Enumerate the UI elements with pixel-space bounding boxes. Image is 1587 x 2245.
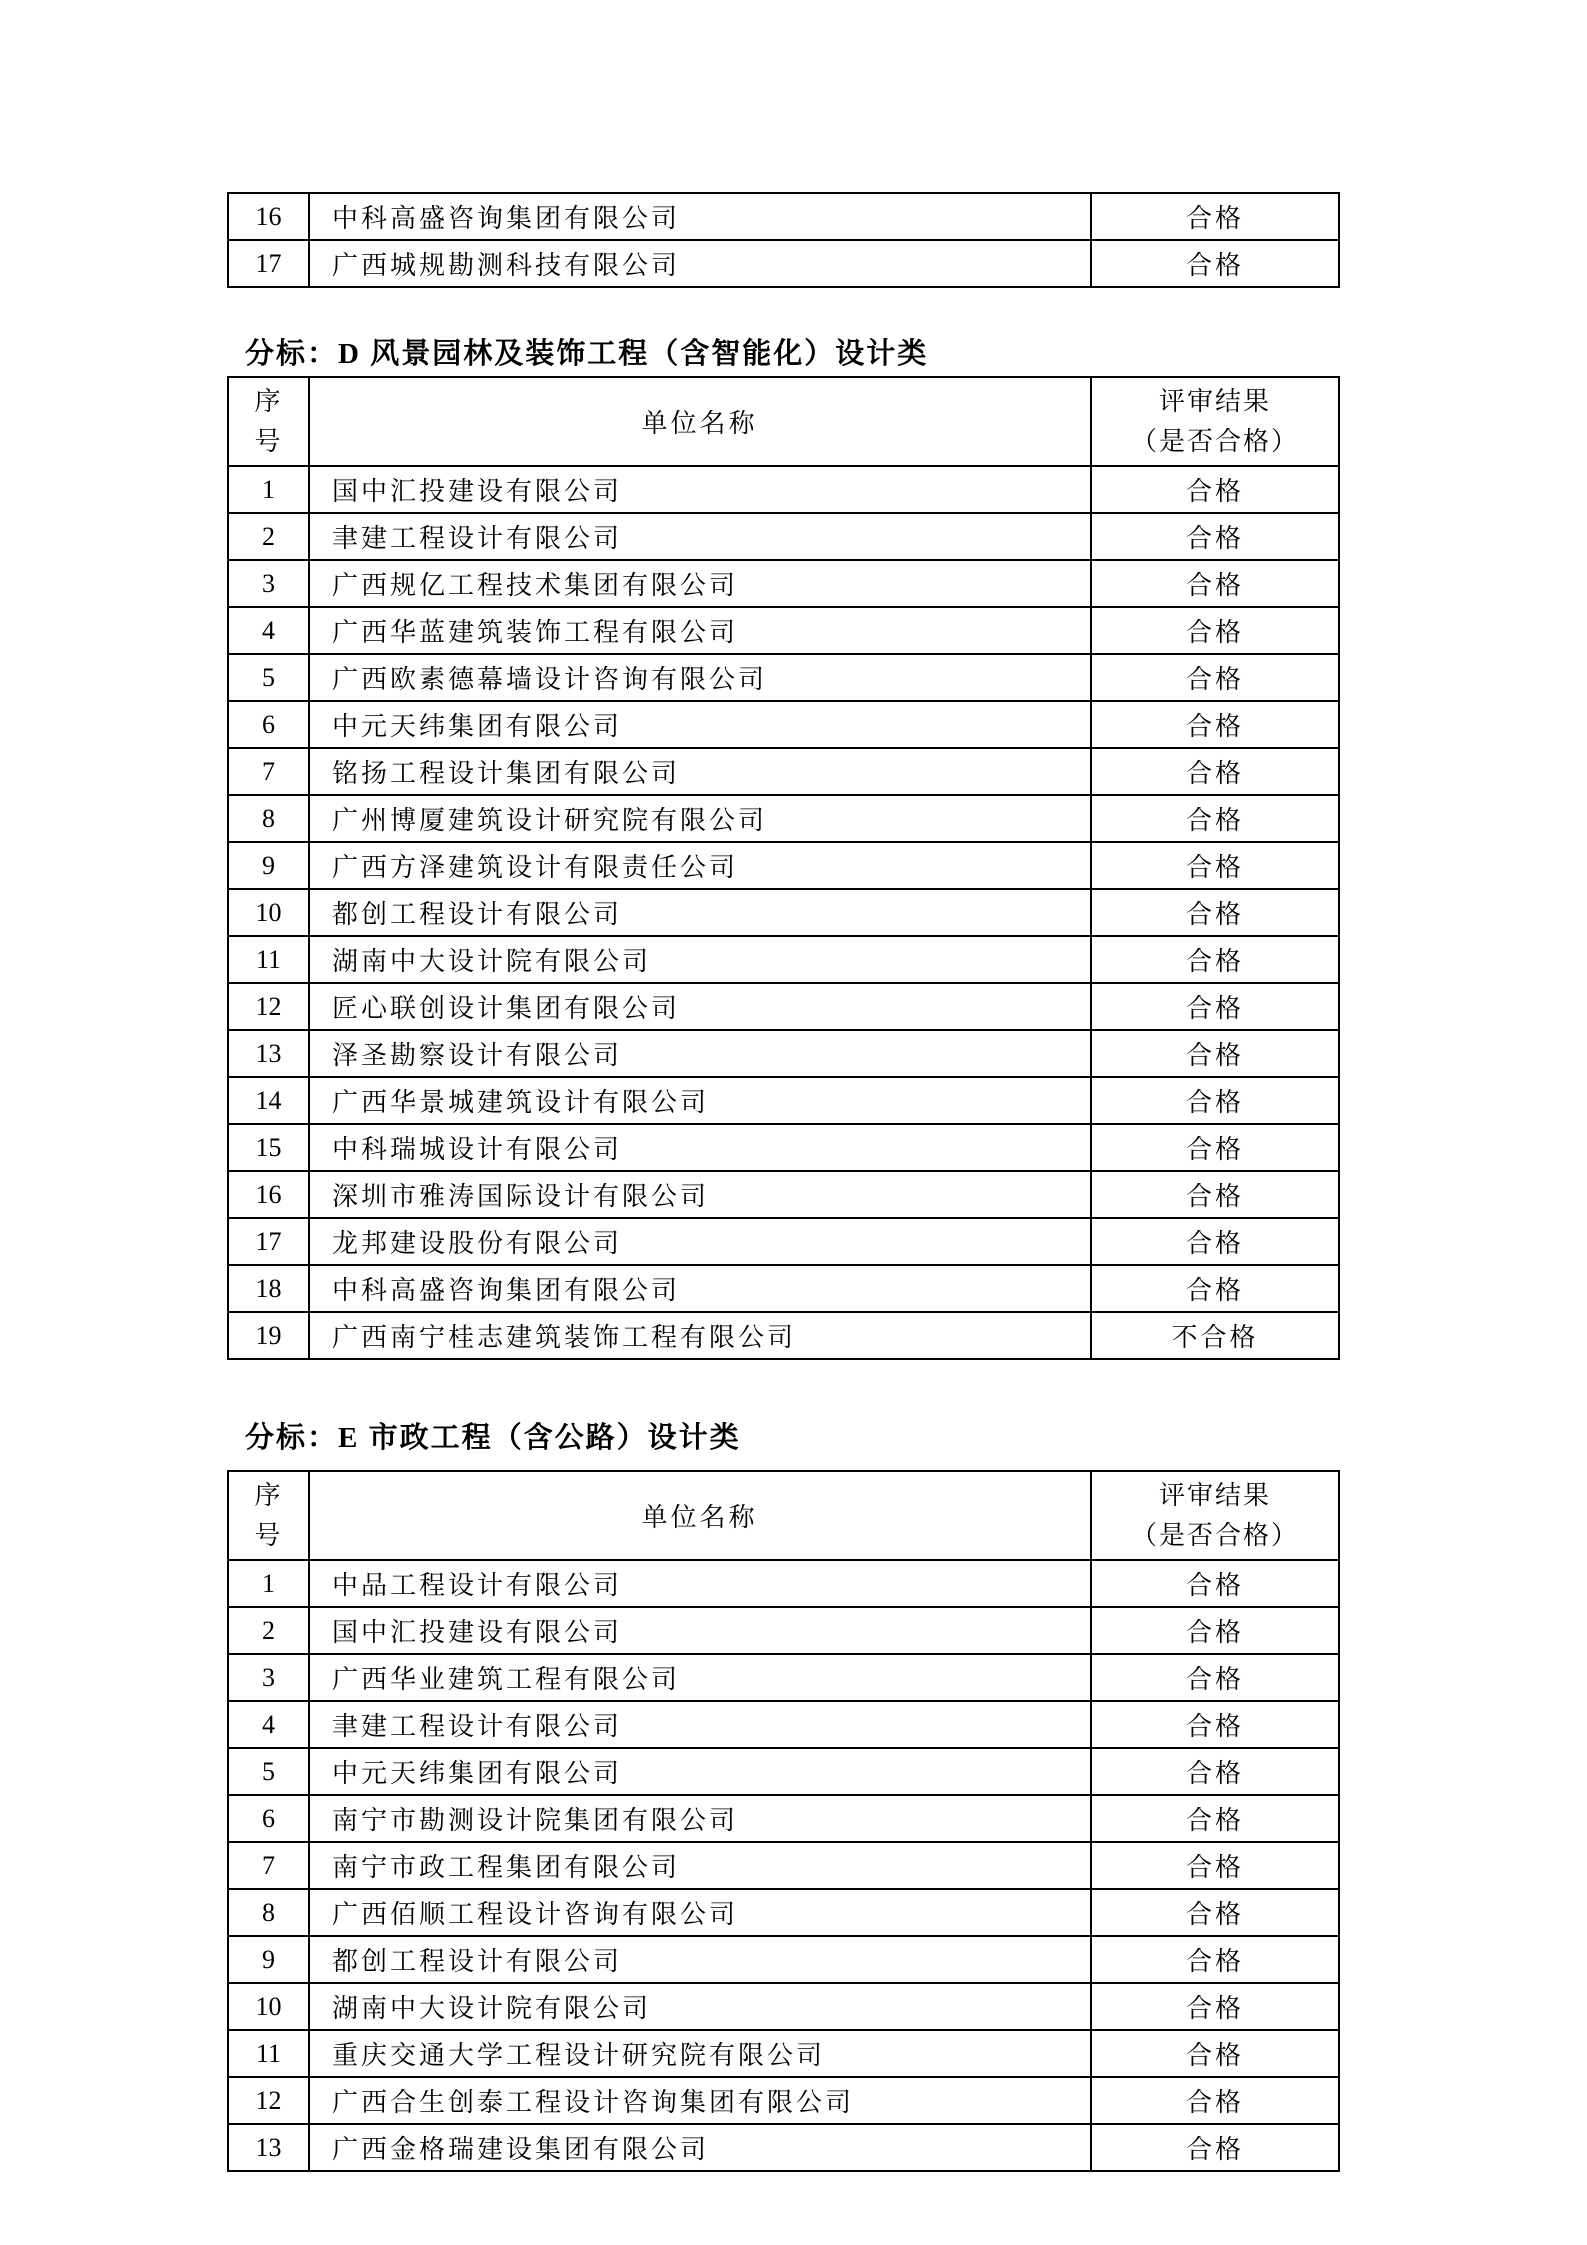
table-row [228, 889, 1339, 936]
row-number: 10 [228, 889, 309, 936]
company-name: 中科瑞城设计有限公司 [309, 1124, 1091, 1171]
review-result: 不合格 [1091, 1312, 1339, 1359]
table-row [228, 1889, 1339, 1936]
continuation-results-table [227, 192, 1340, 288]
review-result: 合格 [1091, 1560, 1339, 1607]
header-review-result [1091, 377, 1339, 466]
table-row [228, 2124, 1339, 2171]
review-result: 合格 [1091, 1983, 1339, 2030]
review-result: 合格 [1091, 1701, 1339, 1748]
header-result-line2: （是否合格） [1130, 426, 1299, 456]
company-name: 南宁市政工程集团有限公司 [309, 1842, 1091, 1889]
document-body [227, 0, 1340, 2172]
table-row [228, 193, 1339, 240]
company-name: 广西华蓝建筑装饰工程有限公司 [309, 607, 1091, 654]
row-number: 11 [228, 936, 309, 983]
table-row [228, 1265, 1339, 1312]
table-row [228, 607, 1339, 654]
company-name: 广西南宁桂志建筑装饰工程有限公司 [309, 1312, 1091, 1359]
review-result: 合格 [1091, 701, 1339, 748]
table-row [228, 936, 1339, 983]
company-name: 重庆交通大学工程设计研究院有限公司 [309, 2030, 1091, 2077]
review-result: 合格 [1091, 1842, 1339, 1889]
row-number: 2 [228, 1607, 309, 1654]
review-result: 合格 [1091, 1077, 1339, 1124]
company-name: 中科高盛咨询集团有限公司 [309, 193, 1091, 240]
row-number: 13 [228, 1030, 309, 1077]
company-name: 泽圣勘察设计有限公司 [309, 1030, 1091, 1077]
table-row [228, 1701, 1339, 1748]
review-result: 合格 [1091, 795, 1339, 842]
row-number: 11 [228, 2030, 309, 2077]
company-name: 中科高盛咨询集团有限公司 [309, 1265, 1091, 1312]
company-name: 中元天纬集团有限公司 [309, 701, 1091, 748]
company-name: 广西合生创泰工程设计咨询集团有限公司 [309, 2077, 1091, 2124]
row-number: 12 [228, 2077, 309, 2124]
review-result: 合格 [1091, 193, 1339, 240]
row-number: 14 [228, 1077, 309, 1124]
header-result-line1: 评审结果 [1158, 386, 1271, 416]
review-result: 合格 [1091, 983, 1339, 1030]
company-name: 广州博厦建筑设计研究院有限公司 [309, 795, 1091, 842]
row-number: 4 [228, 607, 309, 654]
company-name: 南宁市勘测设计院集团有限公司 [309, 1795, 1091, 1842]
company-name: 中元天纬集团有限公司 [309, 1748, 1091, 1795]
table-row [228, 1936, 1339, 1983]
row-number: 7 [228, 748, 309, 795]
review-result: 合格 [1091, 513, 1339, 560]
table-row [228, 1218, 1339, 1265]
company-name: 广西华景城建筑设计有限公司 [309, 1077, 1091, 1124]
row-number: 6 [228, 701, 309, 748]
table-row [228, 1654, 1339, 1701]
company-name: 聿建工程设计有限公司 [309, 1701, 1091, 1748]
review-result: 合格 [1091, 560, 1339, 607]
company-name: 广西方泽建筑设计有限责任公司 [309, 842, 1091, 889]
table-row [228, 1124, 1339, 1171]
header-serial-line2: 号 [254, 426, 283, 456]
company-name: 铭扬工程设计集团有限公司 [309, 748, 1091, 795]
row-number: 8 [228, 795, 309, 842]
header-serial-number [228, 377, 309, 466]
row-number: 5 [228, 1748, 309, 1795]
review-result: 合格 [1091, 466, 1339, 513]
table-row [228, 1607, 1339, 1654]
table-row [228, 466, 1339, 513]
table-header-row [228, 377, 1339, 466]
review-result: 合格 [1091, 654, 1339, 701]
company-name: 中品工程设计有限公司 [309, 1560, 1091, 1607]
table-row [228, 1842, 1339, 1889]
row-number: 8 [228, 1889, 309, 1936]
review-result: 合格 [1091, 2077, 1339, 2124]
review-result: 合格 [1091, 889, 1339, 936]
company-name: 国中汇投建设有限公司 [309, 466, 1091, 513]
row-number: 19 [228, 1312, 309, 1359]
review-result: 合格 [1091, 1889, 1339, 1936]
table-row [228, 654, 1339, 701]
company-name: 龙邦建设股份有限公司 [309, 1218, 1091, 1265]
section-e-title: 分标：E 市政工程（含公路）设计类 [245, 1422, 741, 1454]
row-number: 9 [228, 1936, 309, 1983]
row-number: 17 [228, 1218, 309, 1265]
header-serial-line2: 号 [254, 1520, 283, 1550]
company-name: 湖南中大设计院有限公司 [309, 936, 1091, 983]
table-row [228, 2077, 1339, 2124]
review-result: 合格 [1091, 240, 1339, 287]
company-name: 国中汇投建设有限公司 [309, 1607, 1091, 1654]
row-number: 9 [228, 842, 309, 889]
table-row [228, 240, 1339, 287]
review-result: 合格 [1091, 1936, 1339, 1983]
company-name: 广西规亿工程技术集团有限公司 [309, 560, 1091, 607]
table-header-row [228, 1471, 1339, 1560]
review-result: 合格 [1091, 1795, 1339, 1842]
company-name: 广西欧素德幕墙设计咨询有限公司 [309, 654, 1091, 701]
company-name: 广西佰顺工程设计咨询有限公司 [309, 1889, 1091, 1936]
review-result: 合格 [1091, 1265, 1339, 1312]
header-company-name: 单位名称 [309, 377, 1091, 466]
company-name: 聿建工程设计有限公司 [309, 513, 1091, 560]
review-result: 合格 [1091, 1748, 1339, 1795]
header-company-name: 单位名称 [309, 1471, 1091, 1560]
review-result: 合格 [1091, 1124, 1339, 1171]
row-number: 4 [228, 1701, 309, 1748]
header-serial-line1: 序 [254, 1480, 283, 1510]
row-number: 13 [228, 2124, 309, 2171]
table-row [228, 701, 1339, 748]
review-result: 合格 [1091, 1030, 1339, 1077]
table-row [228, 560, 1339, 607]
company-name: 都创工程设计有限公司 [309, 889, 1091, 936]
section-e-results-table [227, 1470, 1340, 2172]
table-row [228, 795, 1339, 842]
header-serial-number [228, 1471, 309, 1560]
review-result: 合格 [1091, 748, 1339, 795]
company-name: 广西城规勘测科技有限公司 [309, 240, 1091, 287]
table-row [228, 1171, 1339, 1218]
row-number: 10 [228, 1983, 309, 2030]
review-result: 合格 [1091, 936, 1339, 983]
table-row [228, 1030, 1339, 1077]
review-result: 合格 [1091, 1218, 1339, 1265]
row-number: 2 [228, 513, 309, 560]
table-row [228, 983, 1339, 1030]
row-number: 3 [228, 1654, 309, 1701]
review-result: 合格 [1091, 1607, 1339, 1654]
table-row [228, 1795, 1339, 1842]
table-row [228, 748, 1339, 795]
header-result-line2: （是否合格） [1130, 1520, 1299, 1550]
table-row [228, 842, 1339, 889]
review-result: 合格 [1091, 1654, 1339, 1701]
row-number: 1 [228, 1560, 309, 1607]
row-number: 16 [228, 193, 309, 240]
review-result: 合格 [1091, 607, 1339, 654]
row-number: 18 [228, 1265, 309, 1312]
table-row [228, 1077, 1339, 1124]
row-number: 7 [228, 1842, 309, 1889]
company-name: 广西华业建筑工程有限公司 [309, 1654, 1091, 1701]
row-number: 17 [228, 240, 309, 287]
header-result-line1: 评审结果 [1158, 1480, 1271, 1510]
row-number: 1 [228, 466, 309, 513]
table-row [228, 2030, 1339, 2077]
row-number: 15 [228, 1124, 309, 1171]
company-name: 都创工程设计有限公司 [309, 1936, 1091, 1983]
table-row [228, 513, 1339, 560]
review-result: 合格 [1091, 2124, 1339, 2171]
company-name: 匠心联创设计集团有限公司 [309, 983, 1091, 1030]
table-row [228, 1560, 1339, 1607]
company-name: 广西金格瑞建设集团有限公司 [309, 2124, 1091, 2171]
table-row [228, 1312, 1339, 1359]
row-number: 3 [228, 560, 309, 607]
review-result: 合格 [1091, 1171, 1339, 1218]
row-number: 6 [228, 1795, 309, 1842]
header-review-result [1091, 1471, 1339, 1560]
company-name: 湖南中大设计院有限公司 [309, 1983, 1091, 2030]
review-result: 合格 [1091, 2030, 1339, 2077]
section-d-results-table [227, 376, 1340, 1360]
company-name: 深圳市雅涛国际设计有限公司 [309, 1171, 1091, 1218]
section-d-title: 分标：D 风景园林及装饰工程（含智能化）设计类 [245, 338, 929, 370]
row-number: 16 [228, 1171, 309, 1218]
row-number: 12 [228, 983, 309, 1030]
row-number: 5 [228, 654, 309, 701]
header-serial-line1: 序 [254, 386, 283, 416]
table-row [228, 1748, 1339, 1795]
table-row [228, 1983, 1339, 2030]
review-result: 合格 [1091, 842, 1339, 889]
